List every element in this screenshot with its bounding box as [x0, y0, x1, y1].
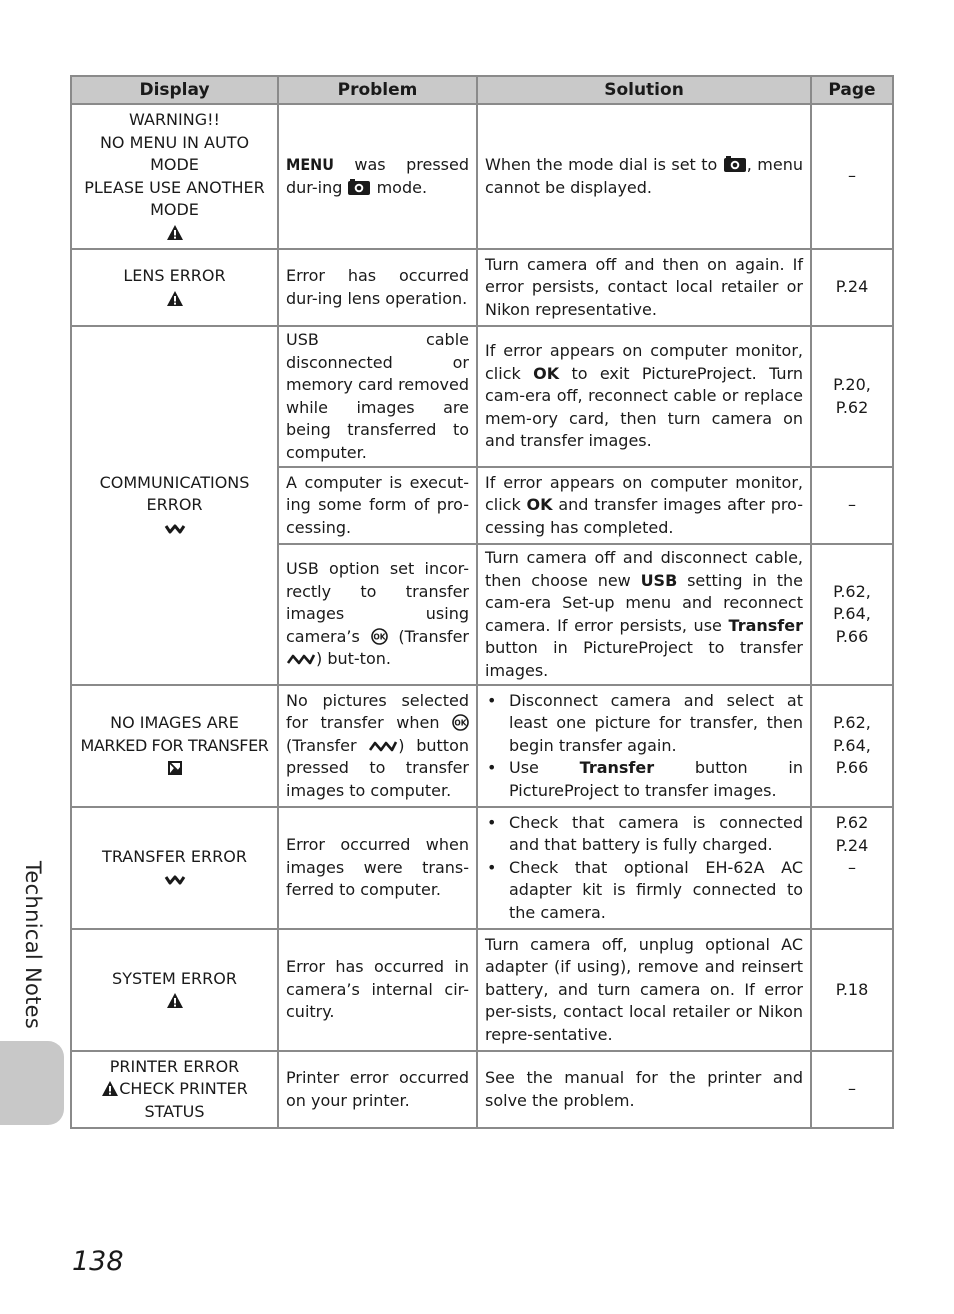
chapter-title: Technical Notes — [21, 860, 45, 1030]
solution-list — [485, 690, 803, 803]
ok-button-icon — [371, 627, 388, 646]
table-header-row — [71, 76, 893, 104]
problem-cell: A computer is execut-ing some form of pro-cessing. — [278, 467, 477, 544]
solution-cell — [477, 807, 811, 929]
problem-text: ) but-ton. — [316, 649, 391, 669]
camera-mode-icon — [723, 155, 747, 174]
display-line: PLEASE USE ANOTHER — [84, 177, 265, 197]
transfer-icon — [79, 868, 270, 891]
page-ref: P.62 — [835, 397, 869, 417]
display-line: TRANSFER ERROR — [102, 846, 247, 866]
page-cell — [811, 807, 893, 929]
table-row — [71, 685, 893, 807]
warning-icon — [79, 990, 270, 1013]
display-cell — [71, 104, 278, 249]
display-line: LENS ERROR — [123, 266, 226, 285]
solution-cell — [477, 544, 811, 685]
transfer-button-label: Transfer — [728, 615, 804, 635]
warning-icon — [101, 1079, 119, 1098]
display-line: CHECK PRINTER — [119, 1079, 248, 1099]
page-ref: P.62 — [835, 813, 869, 832]
solution-text: When the mode dial is set to — [485, 155, 718, 174]
solution-cell: Turn camera off and then on again. If error persists, contact local retailer or Nikon representative. — [477, 249, 811, 326]
page-ref: P.62, — [833, 581, 871, 601]
display-line: WARNING!! — [129, 110, 220, 129]
display-cell — [71, 249, 278, 326]
display-cell — [71, 326, 278, 685]
problem-text: mode. — [376, 177, 428, 197]
chapter-tab — [0, 1041, 64, 1125]
problem-cell — [278, 104, 477, 249]
problem-cell: Error has occurred dur-ing lens operation. — [278, 249, 477, 326]
table-row — [71, 104, 893, 249]
page-cell: P.24 — [811, 249, 893, 326]
page-cell — [811, 467, 893, 544]
page-ref: – — [848, 495, 856, 515]
problem-cell: Error has occurred in camera’s internal cir-cuitry. — [278, 929, 477, 1051]
problem-text: was pressed dur-ing — [286, 155, 469, 197]
page-ref: P.24 — [835, 835, 869, 855]
display-cell — [71, 807, 278, 929]
page-number: 138 — [72, 1246, 124, 1277]
table-row — [71, 326, 893, 467]
page-cell — [811, 326, 893, 467]
solution-cell: See the manual for the printer and solve the problem. — [477, 1051, 811, 1128]
page-cell: – — [811, 104, 893, 249]
list-item: • Check that camera is connected and that battery is fully charged. — [485, 812, 803, 857]
solution-cell — [477, 685, 811, 807]
problem-cell: Printer error occurred on your printer. — [278, 1051, 477, 1128]
page-ref: P.64, — [833, 735, 871, 755]
problem-text: (Transfer — [398, 626, 469, 646]
page-cell — [811, 544, 893, 685]
warning-icon — [79, 288, 270, 311]
transfer-icon — [368, 736, 398, 755]
problem-text: ) button pressed to transfer images to computer. — [286, 735, 469, 800]
list-item — [485, 757, 803, 802]
table-row — [71, 249, 893, 326]
solution-cell — [477, 326, 811, 467]
header-solution: Solution — [477, 76, 811, 104]
solution-text: , menu cannot be displayed. — [485, 155, 803, 197]
problem-text: (Transfer — [286, 735, 357, 755]
display-line: ERROR — [146, 495, 203, 515]
transfer-icon — [286, 649, 316, 668]
warning-icon — [79, 222, 270, 245]
display-line: MARKED FOR TRANSFER — [80, 735, 269, 755]
solution-text: Turn camera off and disconnect cable, then choose new — [485, 548, 803, 590]
solution-text: If error appears on computer monitor, click — [485, 472, 803, 515]
solution-cell: Turn camera off, unplug optional AC adapter (if using), remove and reinsert battery, and turn camera on. If error per-sists, contact local retailer or Nikon repre-sentative. — [477, 929, 811, 1051]
solution-text: setting in the cam-era Set-up menu and reconnect camera. If error persists, use — [485, 570, 803, 635]
table-row — [71, 929, 893, 1051]
list-item: • Disconnect camera and select at least one picture for transfer, then begin transfer again. — [485, 690, 803, 758]
problem-cell — [278, 685, 477, 807]
header-problem: Problem — [278, 76, 477, 104]
solution-text: button in PictureProject to transfer images. — [509, 758, 804, 800]
page-ref: P.62, — [833, 713, 871, 733]
camera-mode-icon — [347, 178, 371, 197]
display-cell — [71, 929, 278, 1051]
solution-text: and transfer images after pro-cessing has completed. — [485, 495, 803, 537]
page-cell: P.18 — [811, 929, 893, 1051]
page-ref: P.64, — [833, 604, 871, 624]
transfer-button-label: Transfer — [579, 758, 655, 778]
solution-cell — [477, 467, 811, 544]
header-display: Display — [71, 76, 278, 104]
table-row — [71, 1051, 893, 1128]
list-item: • Check that optional EH-62A AC adapter kit is firmly connected to the camera. — [485, 857, 803, 925]
problem-cell: USB cable disconnected or memory card removed while images are being transferred to computer. — [278, 326, 477, 467]
ok-button-label: OK — [533, 363, 560, 383]
error-message-table — [70, 75, 894, 1129]
page-ref: – — [848, 858, 856, 877]
solution-list — [485, 812, 803, 925]
solution-cell — [477, 104, 811, 249]
display-line: MODE — [150, 155, 199, 174]
problem-text: No pictures selected for transfer when — [286, 690, 469, 733]
page-cell — [811, 685, 893, 807]
display-line: MODE — [150, 200, 199, 219]
page-ref: P.66 — [835, 626, 869, 646]
solution-text: Use — [509, 758, 539, 778]
svg-text:OK: OK — [373, 632, 386, 642]
usb-menu-label: USB — [640, 570, 678, 590]
page-cell: – — [811, 1051, 893, 1128]
page-ref: P.66 — [835, 758, 869, 778]
display-cell — [71, 685, 278, 807]
transfer-icon — [79, 517, 270, 540]
display-line-with-icon — [79, 1078, 270, 1101]
no-image-icon — [79, 757, 270, 780]
display-line: COMMUNICATIONS — [99, 472, 250, 492]
display-line: PRINTER ERROR — [109, 1056, 240, 1076]
svg-text:OK: OK — [454, 718, 467, 728]
problem-cell — [278, 544, 477, 685]
header-page: Page — [811, 76, 893, 104]
display-line: SYSTEM ERROR — [112, 968, 237, 988]
ok-button-label: OK — [526, 495, 553, 515]
solution-text: button in PictureProject to transfer images. — [485, 638, 803, 680]
solution-text: If error appears on computer monitor, click — [485, 341, 803, 383]
menu-button-glyph: MENU — [286, 155, 334, 174]
display-line: NO MENU IN AUTO — [99, 132, 250, 152]
table-row — [71, 807, 893, 929]
solution-text: to exit PictureProject. Turn cam-era off, reconnect cable or replace mem-ory card, then turn camera on and transfer images. — [485, 363, 804, 451]
display-line: STATUS — [144, 1101, 205, 1121]
ok-button-icon — [452, 713, 469, 732]
problem-cell: Error occurred when images were trans-ferred to computer. — [278, 807, 477, 929]
display-cell — [71, 1051, 278, 1128]
problem-text: USB option set incor-rectly to transfer images using camera’s — [286, 559, 469, 646]
page-ref: P.20, — [833, 375, 871, 394]
display-line: NO IMAGES ARE — [110, 713, 239, 733]
